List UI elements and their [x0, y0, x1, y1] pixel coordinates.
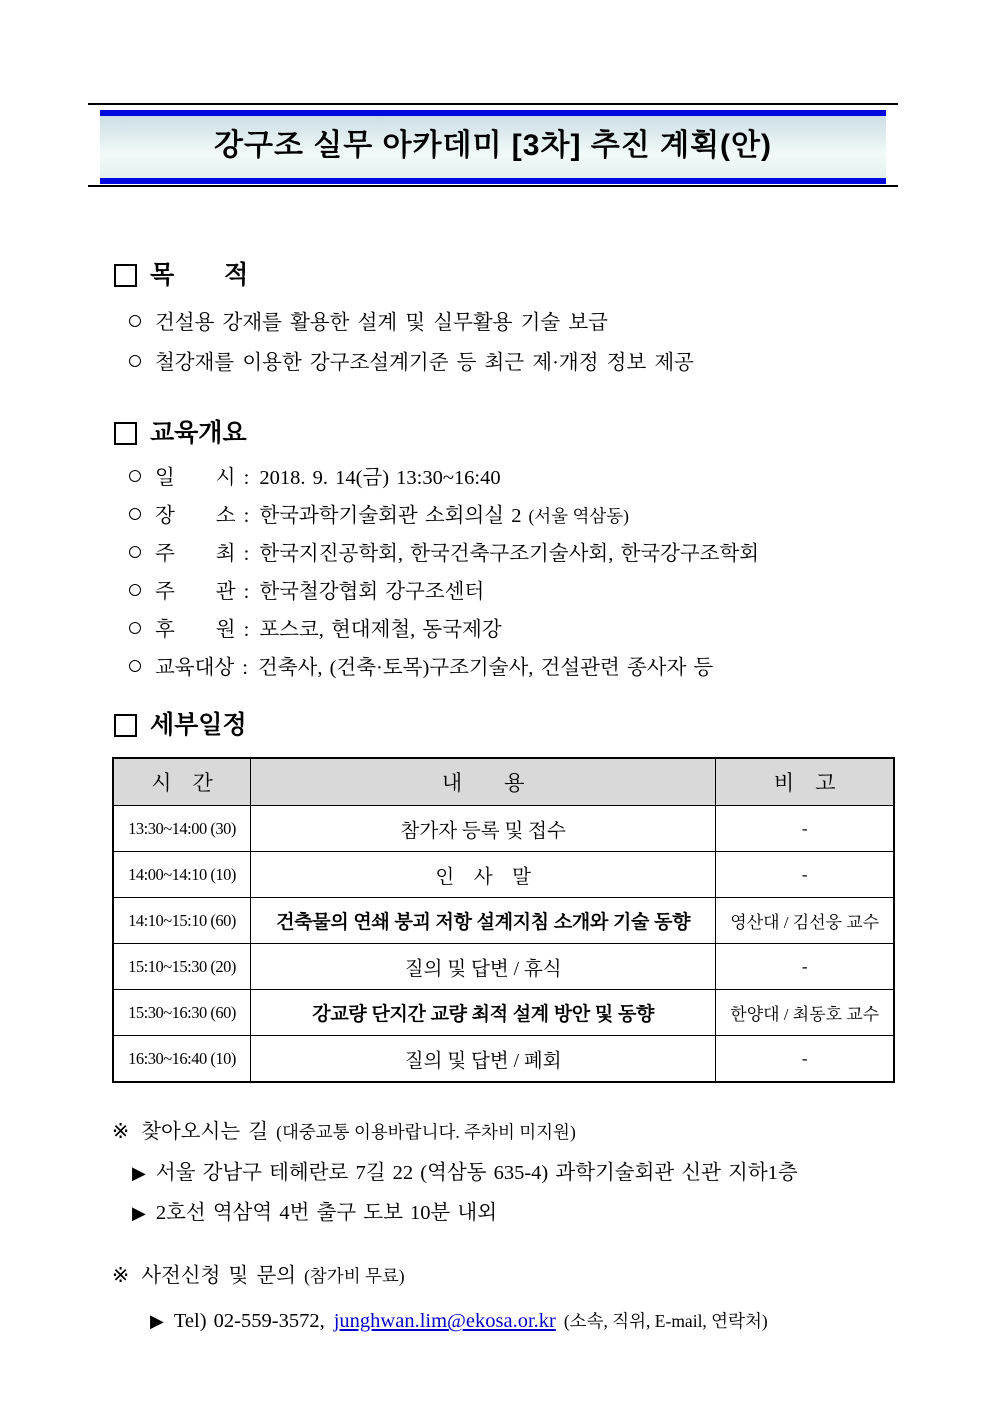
column-header-remark: 비 고 — [716, 758, 894, 806]
circle-bullet-icon — [129, 622, 141, 634]
directions-item-address — [112, 1153, 895, 1193]
table-header-row — [113, 758, 894, 806]
table-row — [113, 1036, 894, 1083]
overview-value: 포스코, 현대제철, 동국제강 — [259, 619, 502, 641]
content-cell: 인 사 말 — [250, 852, 715, 898]
content-cell: 질의 및 답변 / 휴식 — [250, 944, 715, 990]
overview-label: 후 원 — [155, 619, 236, 641]
reference-mark-icon: ※ — [112, 1121, 130, 1143]
section-purpose — [112, 259, 895, 383]
schedule-heading — [114, 709, 895, 741]
square-bullet-icon — [114, 422, 137, 445]
overview-row-venue — [112, 497, 895, 535]
overview-label: 장 소 — [155, 505, 236, 527]
content-cell: 질의 및 답변 / 폐회 — [250, 1036, 715, 1083]
table-row — [113, 990, 894, 1036]
remark-cell: - — [716, 944, 894, 990]
overview-colon: : — [243, 543, 250, 565]
registration-title: 사전신청 및 문의 — [141, 1265, 297, 1287]
list-item — [112, 343, 895, 383]
overview-value: 한국과학기술회관 소회의실 2 — [259, 505, 522, 527]
overview-label: 일 시 — [155, 467, 236, 489]
square-bullet-icon — [114, 714, 137, 737]
table-row — [113, 852, 894, 898]
circle-bullet-icon — [129, 508, 141, 520]
overview-value-note: (서울 역삼동) — [528, 506, 630, 526]
column-header-content: 내 용 — [250, 758, 715, 806]
registration-block — [112, 1255, 895, 1343]
remark-cell: - — [716, 852, 894, 898]
remark-cell: 한양대 / 최동호 교수 — [716, 990, 894, 1036]
time-cell: 15:30~16:30 (60) — [113, 990, 250, 1036]
directions-title-row — [112, 1111, 895, 1153]
purpose-heading-label: 목 적 — [150, 261, 249, 289]
overview-colon: : — [242, 657, 248, 679]
telephone-number: Tel) 02-559-3572, — [173, 1310, 325, 1332]
overview-row-hosts — [112, 535, 895, 573]
overview-colon: : — [243, 505, 250, 527]
section-overview — [112, 417, 895, 687]
overview-heading-label: 교육개요 — [150, 419, 247, 447]
circle-bullet-icon — [129, 660, 141, 672]
title-banner-zone — [88, 0, 898, 187]
content-cell: 강교량 단지간 교량 최적 설계 방안 및 동향 — [250, 990, 715, 1036]
column-header-time: 시 간 — [113, 758, 250, 806]
top-rule — [88, 103, 898, 105]
overview-value: 한국지진공학회, 한국건축구조기술사회, 한국강구조학회 — [259, 543, 760, 565]
purpose-list — [112, 303, 895, 383]
email-note: (소속, 직위, E-mail, 연락처) — [563, 1311, 768, 1331]
square-bullet-icon — [114, 264, 137, 287]
reference-mark-icon: ※ — [112, 1265, 130, 1287]
remark-cell: 영산대 / 김선웅 교수 — [716, 898, 894, 944]
triangle-bullet-icon: ▶ — [132, 1203, 146, 1223]
schedule-heading-label: 세부일정 — [150, 711, 247, 739]
overview-value: 건축사, (건축·토목)구조기술사, 건설관련 종사자 등 — [257, 657, 714, 679]
document-title: 강구조 실무 아카데미 [3차] 추진 계획(안) — [213, 129, 773, 162]
registration-contact-row — [112, 1299, 895, 1343]
purpose-item-text: 건설용 강재를 활용한 설계 및 실무활용 기술 보급 — [155, 312, 608, 334]
directions-item-subway — [112, 1193, 895, 1233]
table-row — [113, 944, 894, 990]
overview-label: 주 최 — [155, 543, 236, 565]
overview-heading — [114, 417, 895, 449]
time-cell: 15:10~15:30 (20) — [113, 944, 250, 990]
registration-title-row — [112, 1255, 895, 1297]
overview-row-datetime — [112, 459, 895, 497]
purpose-heading — [114, 259, 895, 291]
remark-cell: - — [716, 1036, 894, 1083]
title-banner — [100, 110, 886, 184]
table-row — [113, 898, 894, 944]
email-link[interactable]: junghwan.lim@ekosa.or.kr — [333, 1310, 556, 1332]
remark-cell: - — [716, 806, 894, 852]
schedule-table — [112, 757, 895, 1083]
triangle-bullet-icon: ▶ — [150, 1311, 164, 1331]
section-schedule — [112, 709, 895, 1083]
directions-title-note: (대중교통 이용바랍니다. 주차비 미지원) — [276, 1122, 576, 1142]
content-cell: 참가자 등록 및 접수 — [250, 806, 715, 852]
overview-label: 주 관 — [155, 581, 236, 603]
circle-bullet-icon — [129, 470, 141, 482]
content-cell: 건축물의 연쇄 붕괴 저항 설계지침 소개와 기술 동향 — [250, 898, 715, 944]
purpose-item-text: 철강재를 이용한 강구조설계기준 등 최근 제·개정 정보 제공 — [155, 352, 694, 374]
overview-colon: : — [243, 467, 250, 489]
overview-list — [112, 459, 895, 687]
directions-item-text: 2호선 역삼역 4번 출구 도보 10분 내외 — [155, 1202, 498, 1224]
overview-row-audience — [112, 649, 895, 687]
circle-bullet-icon — [129, 546, 141, 558]
bottom-rule — [88, 185, 898, 187]
overview-row-sponsors — [112, 611, 895, 649]
overview-row-organizer — [112, 573, 895, 611]
list-item — [112, 303, 895, 343]
circle-bullet-icon — [129, 355, 141, 367]
directions-block — [112, 1111, 895, 1233]
circle-bullet-icon — [129, 315, 141, 327]
time-cell: 14:10~15:10 (60) — [113, 898, 250, 944]
time-cell: 14:00~14:10 (10) — [113, 852, 250, 898]
directions-title: 찾아오시는 길 — [141, 1121, 269, 1143]
registration-title-note: (참가비 무료) — [304, 1266, 405, 1286]
circle-bullet-icon — [129, 584, 141, 596]
triangle-bullet-icon: ▶ — [132, 1163, 146, 1183]
directions-item-text: 서울 강남구 테헤란로 7길 22 (역삼동 635-4) 과학기술회관 신관 지하1층 — [155, 1162, 798, 1184]
table-row — [113, 806, 894, 852]
time-cell: 13:30~14:00 (30) — [113, 806, 250, 852]
time-cell: 16:30~16:40 (10) — [113, 1036, 250, 1083]
overview-value: 한국철강협회 강구조센터 — [259, 581, 485, 603]
overview-value: 2018. 9. 14(금) 13:30~16:40 — [259, 467, 501, 489]
overview-label: 교육대상 — [155, 657, 235, 679]
overview-colon: : — [243, 581, 250, 603]
overview-colon: : — [243, 619, 250, 641]
